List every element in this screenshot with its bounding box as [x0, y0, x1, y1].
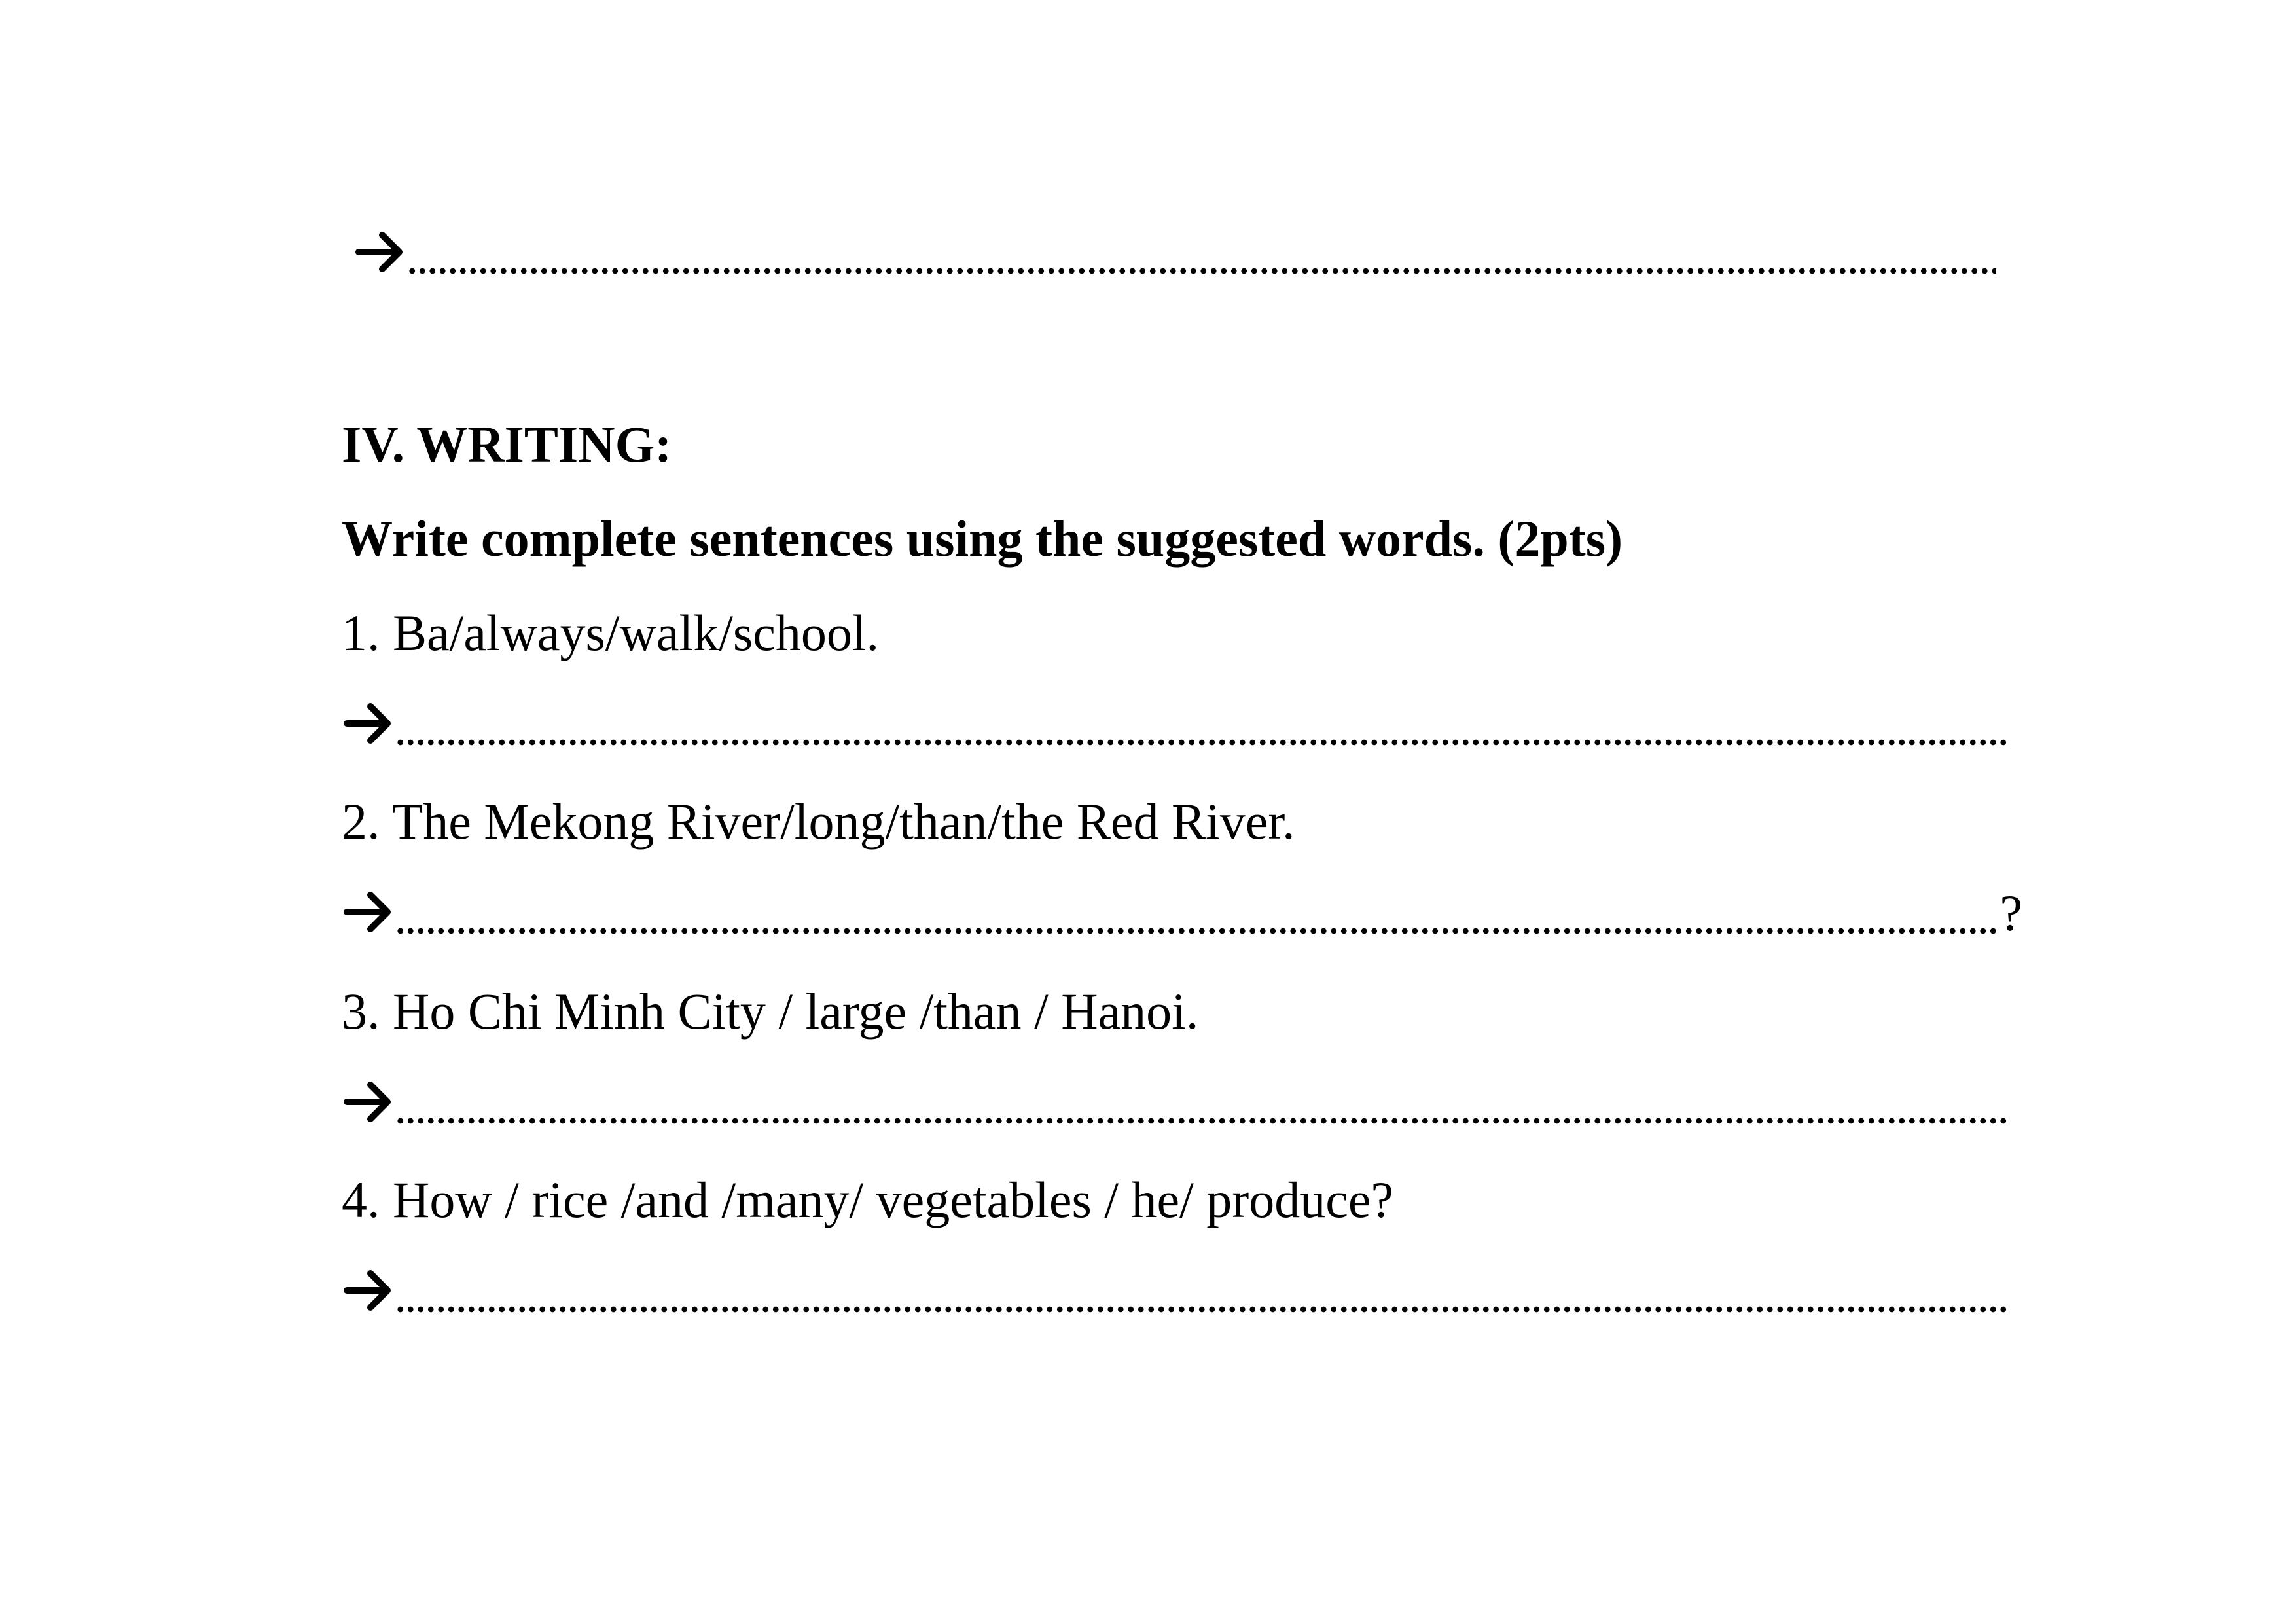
- right-arrow-icon: [342, 889, 394, 935]
- answer-blank[interactable]: [407, 210, 1996, 275]
- question-prompt: 1. Ba/always/walk/school.: [342, 604, 880, 661]
- answer-end-mark: ?: [2000, 884, 2022, 941]
- answer-line: [342, 1248, 2009, 1313]
- section-instruction: Write complete sentences using the suggested words. (2pts): [342, 510, 1623, 567]
- answer-blank[interactable]: [395, 869, 1997, 935]
- section-title: IV. WRITING:: [342, 416, 672, 473]
- right-arrow-icon: [353, 229, 406, 275]
- question-prompt: 2. The Mekong River/long/than/the Red River.: [342, 793, 1295, 850]
- right-arrow-icon: [342, 1079, 394, 1125]
- answer-blank[interactable]: [395, 1059, 2007, 1125]
- answer-blank[interactable]: [395, 681, 2007, 746]
- answer-line: [342, 681, 2009, 746]
- right-arrow-icon: [342, 701, 394, 746]
- answer-line: [342, 869, 2022, 941]
- previous-answer-line: [353, 210, 1996, 275]
- question-prompt: 3. Ho Chi Minh City / large /than / Hanoi.: [342, 983, 1199, 1040]
- question-prompt: 4. How / rice /and /many/ vegetables / he/ produce?: [342, 1171, 1394, 1228]
- answer-blank[interactable]: [395, 1248, 2007, 1313]
- answer-line: [342, 1059, 2009, 1125]
- right-arrow-icon: [342, 1267, 394, 1313]
